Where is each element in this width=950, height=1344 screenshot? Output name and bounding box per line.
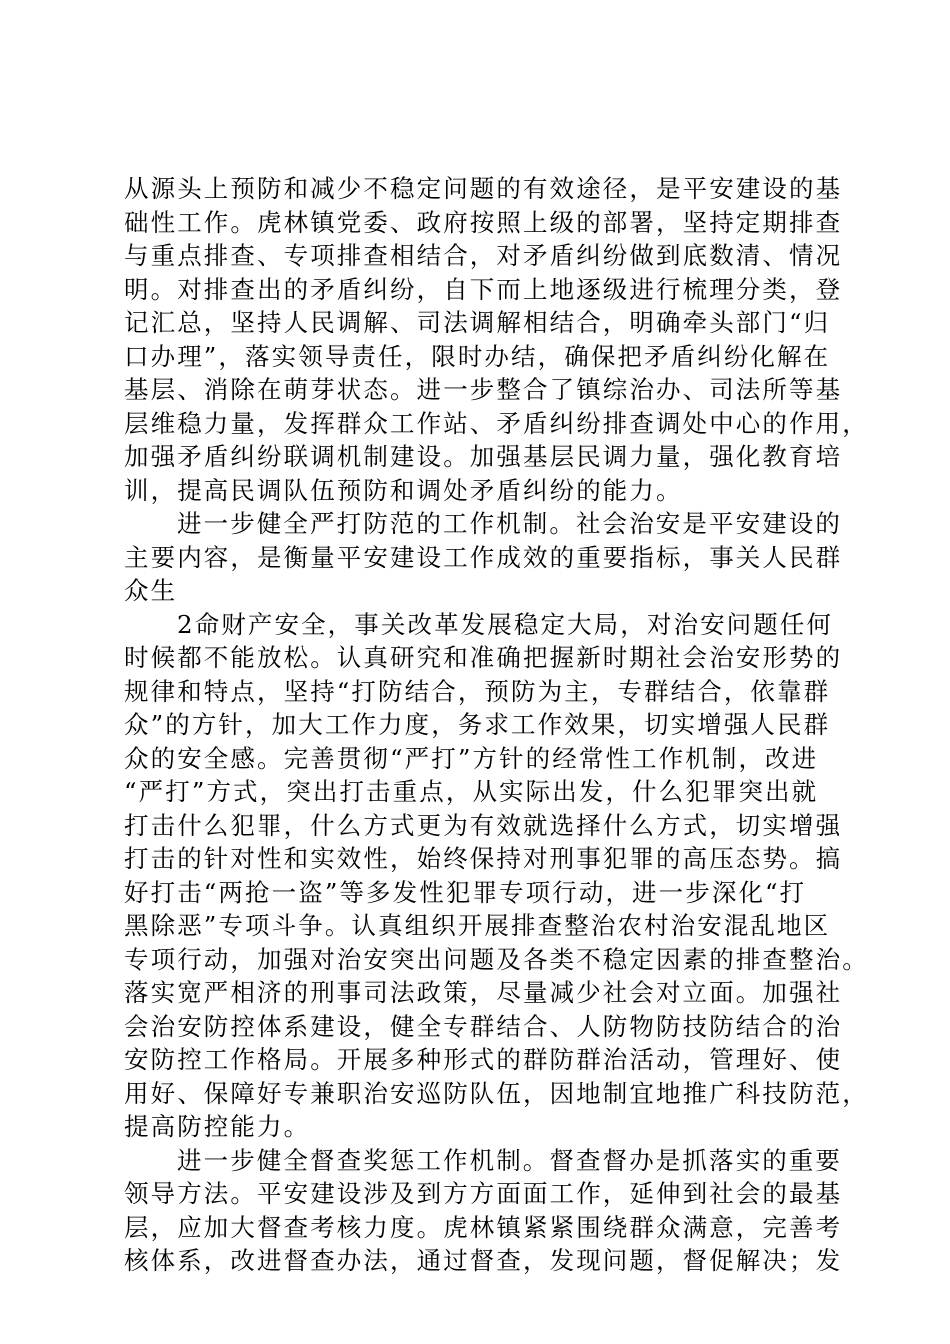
body-text (124, 172, 869, 1278)
text-line: 口办理”，落实领导责任，限时办结，确保把矛盾纠纷化解在 (124, 341, 831, 371)
text-line: 规律和特点，坚持“打防结合，预防为主，专群结合，依靠群 (124, 676, 831, 706)
text-line: 打击的针对性和实效性，始终保持对刑事犯罪的高压态势。搞 (124, 844, 843, 873)
text-line: 众生 (124, 576, 178, 605)
text-line: 好打击“两抢一盗”等多发性犯罪专项行动，进一步深化“打 (124, 877, 807, 907)
text-line: 众的安全感。完善贯彻“严打”方针的经常性工作机制，改进 (124, 743, 819, 773)
text-line: 层维稳力量，发挥群众工作站、矛盾纠纷排查调处中心的作用， (124, 408, 869, 438)
text-line: 基层、消除在萌芽状态。进一步整合了镇综治办、司法所等基 (124, 375, 843, 404)
text-line: 明。对排查出的矛盾纠纷，自下而上地逐级进行梳理分类，登 (124, 274, 843, 304)
text-line: 层，应加大督查考核力度。虎林镇紧紧围绕群众满意，完善考 (124, 1212, 843, 1242)
text-line: 核体系，改进督查办法，通过督查，发现问题，督促解决；发 (124, 1246, 843, 1275)
text-line: 专项行动，加强对治安突出问题及各类不稳定因素的排查整治。 (124, 944, 869, 974)
text-line: 打击什么犯罪，什么方式更为有效就选择什么方式，切实增强 (124, 810, 843, 840)
text-line: 2命财产安全，事关改革发展稳定大局，对治安问题任何 (177, 609, 834, 639)
text-line: 落实宽严相济的刑事司法政策，尽量减少社会对立面。加强社 (124, 978, 843, 1007)
text-line: 加强矛盾纠纷联调机制建设。加强基层民调力量，强化教育培 (124, 442, 843, 471)
text-line: 础性工作。虎林镇党委、政府按照上级的部署，坚持定期排查 (124, 207, 843, 237)
text-line: 众”的方针，加大工作力度，务求工作效果，切实增强人民群 (124, 710, 831, 739)
text-line: 黑除恶”专项斗争。认真组织开展排查整治农村治安混乱地区 (124, 911, 831, 940)
text-line: 进一步健全严打防范的工作机制。社会治安是平安建设的 (177, 509, 842, 538)
text-line: 时候都不能放松。认真研究和准确把握新时期社会治安形势的 (124, 643, 843, 672)
text-line: 训，提高民调队伍预防和调处矛盾纠纷的能力。 (124, 475, 683, 505)
text-line: 提高防控能力。 (124, 1112, 311, 1141)
text-line: 记汇总，坚持人民调解、司法调解相结合，明确牵头部门“归 (124, 308, 831, 337)
text-line: 与重点排查、专项排查相结合，对矛盾纠纷做到底数清、情况 (124, 241, 843, 270)
text-line: 进一步健全督查奖惩工作机制。督查督办是抓落实的重要 (177, 1145, 842, 1175)
text-line: 从源头上预防和减少不稳定问题的有效途径，是平安建设的基 (124, 174, 843, 203)
text-line: 主要内容，是衡量平安建设工作成效的重要指标，事关人民群 (124, 542, 843, 572)
text-line: 用好、保障好专兼职治安巡防队伍，因地制宜地推广科技防范， (124, 1078, 869, 1108)
text-line: “严打”方式，突出打击重点，从实际出发，什么犯罪突出就 (124, 777, 819, 806)
text-line: 领导方法。平安建设涉及到方方面面工作，延伸到社会的最基 (124, 1179, 843, 1208)
text-line: 会治安防控体系建设，健全专群结合、人防物防技防结合的治 (124, 1011, 843, 1041)
text-line: 安防控工作格局。开展多种形式的群防群治活动，管理好、使 (124, 1045, 843, 1074)
